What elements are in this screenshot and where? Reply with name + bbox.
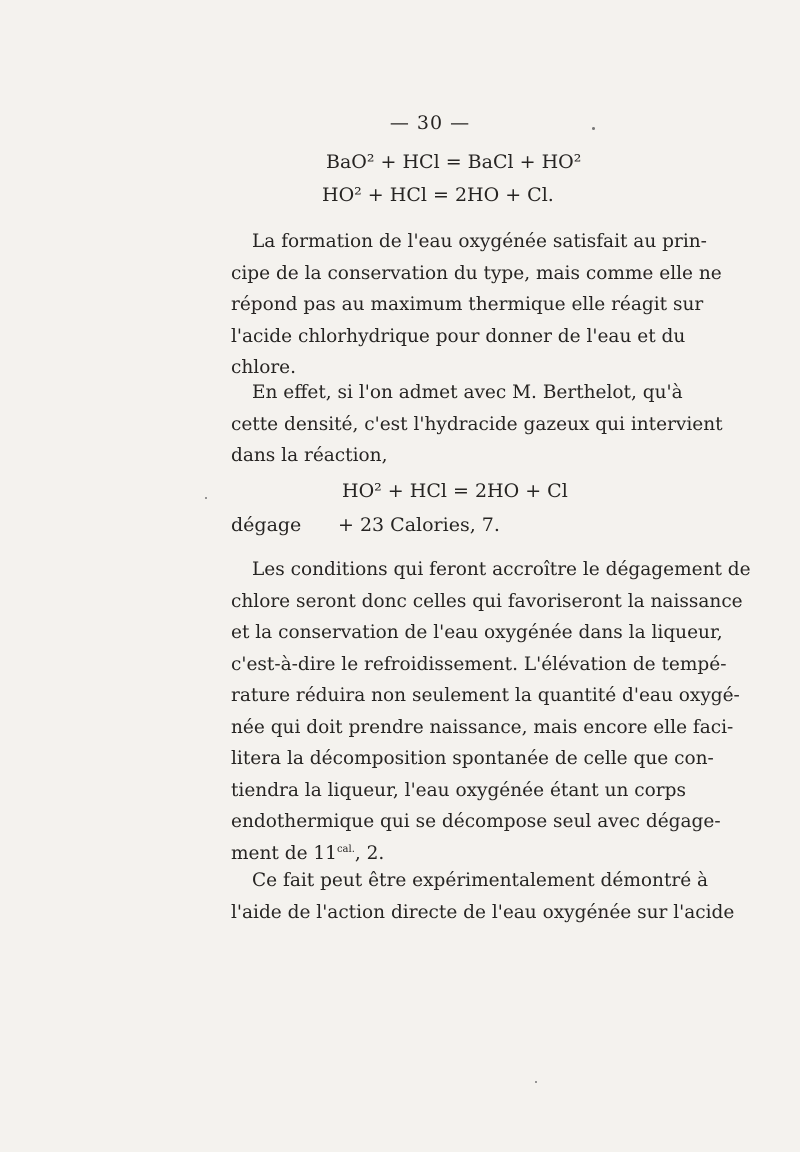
- text-line: c'est-à-dire le refroidissement. L'élévation de tempé-: [231, 653, 727, 675]
- paragraph-2: [231, 377, 723, 472]
- equation-text: HO² + HCl = 2HO + Cl: [342, 480, 568, 502]
- unit-superscript: cal.: [336, 843, 355, 855]
- text-line: tiendra la liqueur, l'eau oxygénée étant un corps: [231, 779, 686, 801]
- text-line: l'acide chlorhydrique pour donner de l'eau et du: [231, 325, 686, 347]
- paper-speck: [592, 127, 595, 130]
- paper-speck: [535, 1081, 537, 1083]
- text-line: et la conservation de l'eau oxygénée dans la liqueur,: [231, 622, 723, 643]
- paper-speck: [205, 497, 207, 499]
- paragraph-4: [231, 865, 735, 928]
- paragraph-3: [231, 554, 751, 869]
- text-line: dans la réaction,: [231, 445, 388, 466]
- text-line: En effet, si l'on admet avec M. Berthelot, qu'à: [252, 382, 683, 403]
- heat-release-value: + 23 Calories, 7.: [338, 514, 500, 536]
- text-line: La formation de l'eau oxygénée satisfait au prin-: [252, 231, 707, 252]
- text-line: chlore.: [231, 357, 297, 378]
- text-fragment: ment de 11: [231, 842, 337, 864]
- page-number: — 30 —: [389, 112, 471, 134]
- text-line: née qui doit prendre naissance, mais encore elle faci-: [231, 716, 734, 738]
- text-fragment: , 2.: [354, 842, 385, 864]
- equation-barium-peroxide: [326, 151, 581, 173]
- paragraph-1: [231, 226, 722, 384]
- text-line: chlore seront donc celles qui favoriseront la naissance: [231, 590, 743, 612]
- text-line: endothermique qui se décompose seul avec dégage-: [231, 811, 721, 832]
- equation-text: BaO² + HCl = BaCl + HO²: [326, 151, 582, 173]
- text-line: l'aide de l'action directe de l'eau oxygénée sur l'acide: [231, 901, 735, 923]
- equation-text: HO² + HCl = 2HO + Cl.: [322, 184, 554, 206]
- text-line: cipe de la conservation du type, mais comme elle ne: [231, 262, 722, 284]
- heat-release-label: dégage: [231, 514, 302, 536]
- text-line: cette densité, c'est l'hydracide gazeux qui intervient: [231, 413, 723, 435]
- text-line: rature réduira non seulement la quantité d'eau oxygé-: [231, 685, 740, 706]
- text-line: Les conditions qui feront accroître le dégagement de: [252, 559, 751, 580]
- text-line: répond pas au maximum thermique elle réagit sur: [231, 294, 704, 315]
- heat-release-line: [231, 514, 500, 536]
- text-line: Ce fait peut être expérimentalement démontré à: [252, 870, 709, 891]
- equation-hydrogen-peroxide-2: [342, 480, 568, 502]
- equation-hydrogen-peroxide-1: [322, 184, 554, 206]
- text-line: litera la décomposition spontanée de celle que con-: [231, 748, 714, 769]
